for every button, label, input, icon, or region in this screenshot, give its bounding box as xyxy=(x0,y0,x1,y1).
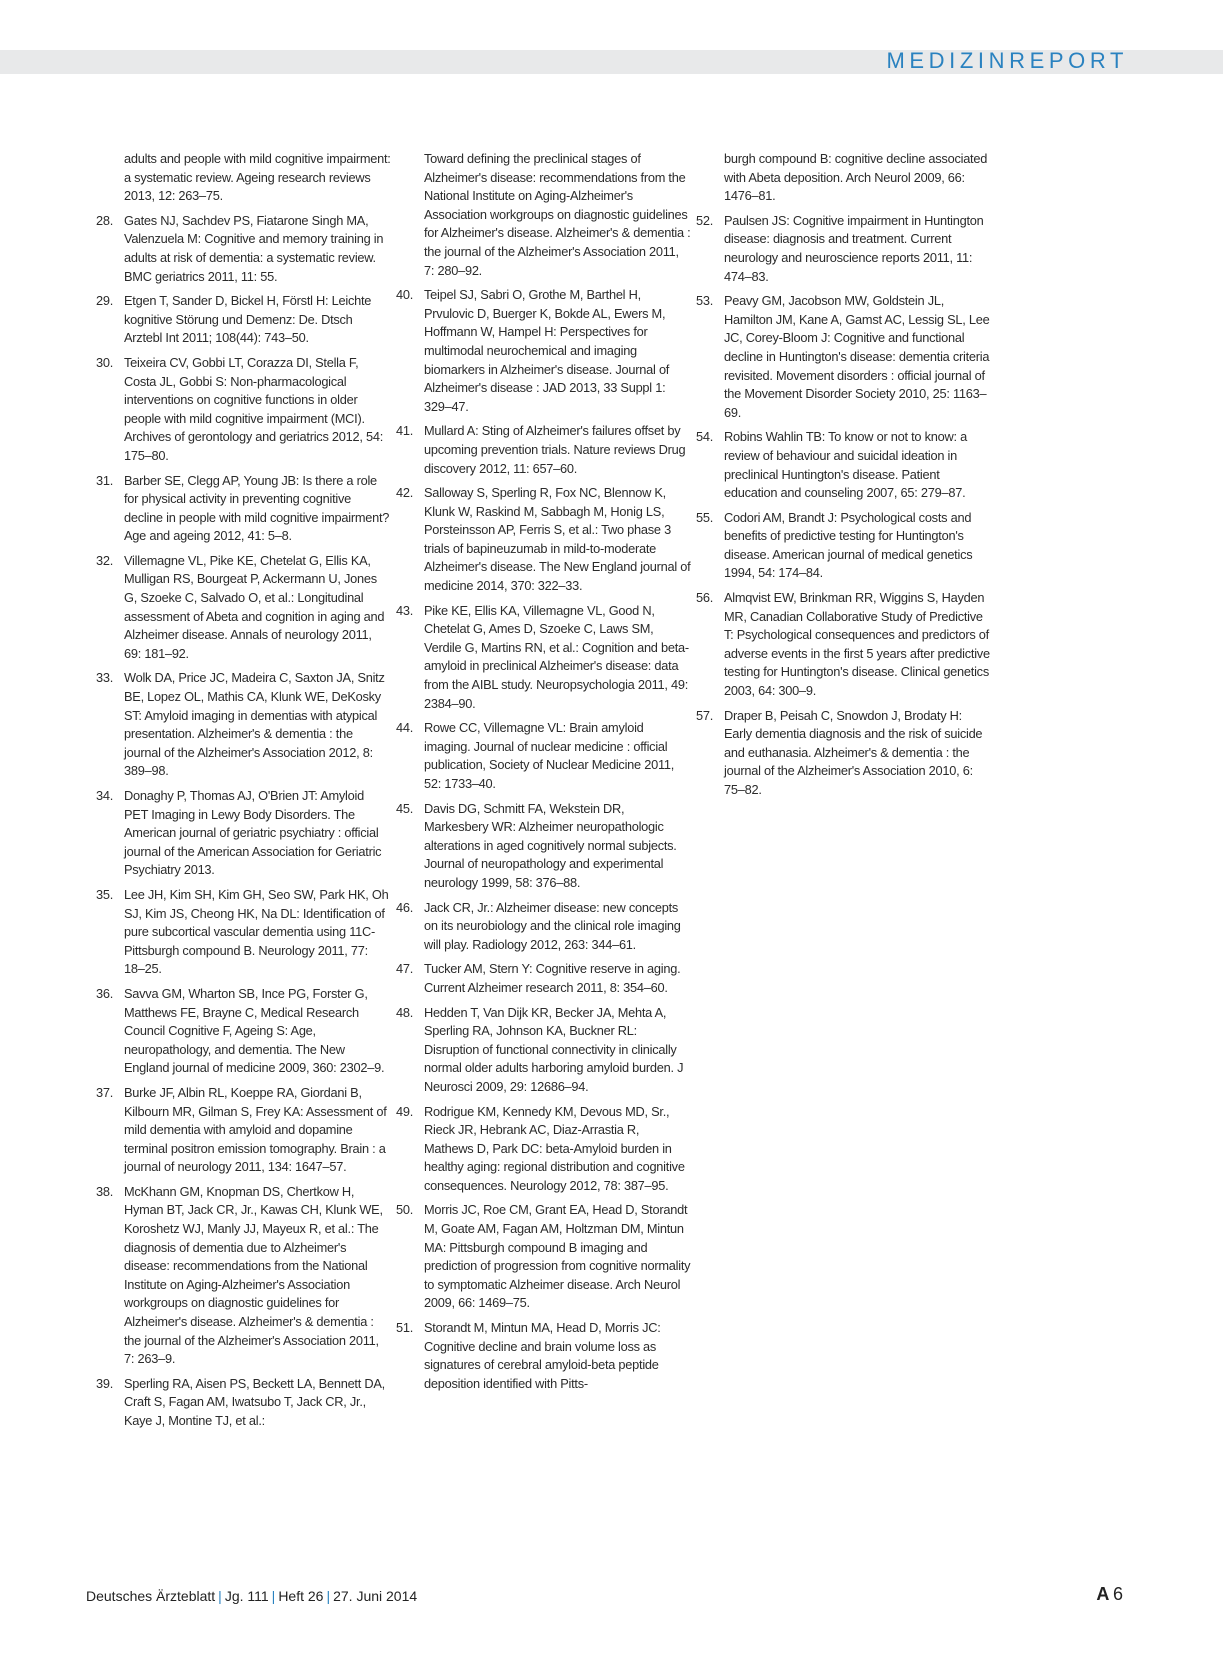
reference-text: Salloway S, Sperling R, Fox NC, Blennow K, Klunk W, Raskind M, Sabbagh M, Honig LS, Porsteinsson AP, Ferris S, et al.: Two phase 3 trials of bapineuzumab in mild-to-moderate Alzheimer's disease. The New England journal of medicine 2014, 370: 322–33. xyxy=(424,485,691,594)
reference-item xyxy=(396,602,691,714)
reference-number: 53. xyxy=(696,293,714,309)
reference-text: Codori AM, Brandt J: Psychological costs and benefits of predictive testing for Huntington's disease. American journal of medical genetics 1994, 54: 174–84. xyxy=(724,509,973,581)
reference-item xyxy=(96,1183,391,1369)
reference-text: Villemagne VL, Pike KE, Chetelat G, Ellis KA, Mulligan RS, Bourgeat P, Ackermann U, Jones G, Szoeke C, Salvado O, et al.: Longitudinal assessment of Abeta and cognition in aging and Alzheimer disease. Annals of neurology 2011, 69: 181–92. xyxy=(124,552,385,661)
reference-number: 34. xyxy=(96,788,114,803)
reference-item xyxy=(396,422,691,478)
page-prefix: A xyxy=(1096,1584,1110,1604)
reference-number: 40. xyxy=(396,287,414,303)
reference-number: 36. xyxy=(96,985,114,1001)
reference-number: 54. xyxy=(696,429,714,445)
reference-text: Davis DG, Schmitt FA, Wekstein DR, Markesbery WR: Alzheimer neuropathologic alterations in aged cognitively normal subjects. Journal of neuropathology and experimental neurology 1999, 58: 376–88. xyxy=(424,800,677,890)
reference-number: 31. xyxy=(96,472,114,488)
reference-item xyxy=(696,212,991,286)
reference-item xyxy=(396,719,691,793)
reference-item xyxy=(396,1201,691,1313)
reference-text: Wolk DA, Price JC, Madeira C, Saxton JA, Snitz BE, Lopez OL, Mathis CA, Klunk WE, DeKosky ST: Amyloid imaging in dementias with atypical presentation. Alzheimer's & dementia : the journal of the Alzheimer's Association 2012, 8: 389–98. xyxy=(124,670,385,779)
reference-item xyxy=(96,787,391,880)
reference-item xyxy=(96,1084,391,1177)
reference-item xyxy=(96,552,391,664)
reference-number: 41. xyxy=(396,423,414,439)
reference-item xyxy=(396,484,691,596)
footer-separator: | xyxy=(218,1588,222,1604)
reference-number: 29. xyxy=(96,293,114,309)
reference-number: 47. xyxy=(396,961,414,977)
footer-journal: Deutsches Ärzteblatt xyxy=(86,1588,216,1604)
reference-item xyxy=(396,286,691,416)
reference-item xyxy=(96,212,391,286)
reference-text: Etgen T, Sander D, Bickel H, Förstl H: Leichte kognitive Störung und Demenz: De. Dtsch Arztebl Int 2011; 108(44): 743–50. xyxy=(124,293,372,346)
reference-number: 42. xyxy=(396,485,414,501)
reference-number: 51. xyxy=(396,1320,414,1336)
reference-text: Gates NJ, Sachdev PS, Fiatarone Singh MA, Valenzuela M: Cognitive and memory training in adults at risk of dementia: a systematic review. BMC geriatrics 2011, 11: 55. xyxy=(124,212,384,284)
footer-separator: | xyxy=(271,1588,276,1604)
reference-number: 33. xyxy=(96,670,114,686)
reference-column-1 xyxy=(96,150,391,1437)
reference-item xyxy=(396,800,691,893)
reference-item xyxy=(96,886,391,979)
reference-text: Hedden T, Van Dijk KR, Becker JA, Mehta A, Sperling RA, Johnson KA, Buckner RL: Disruption of functional connectivity in clinically normal older adults harboring amyloid burden. J Neurosci 2009, 29: 12686–94. xyxy=(424,1004,684,1094)
reference-number: 35. xyxy=(96,886,114,902)
reference-text: Pike KE, Ellis KA, Villemagne VL, Good N, Chetelat G, Ames D, Szoeke C, Laws SM, Verdile G, Martins RN, et al.: Cognition and beta-amyloid in preclinical Alzheimer's disease: data from the AIBL study. Neuropsychologia 2011, 49: 2384–90. xyxy=(424,602,689,711)
reference-text: Almqvist EW, Brinkman RR, Wiggins S, Hayden MR, Canadian Collaborative Study of Predictive T: Psychological consequences and predictors of adverse events in the first 5 years after predictive testing for Huntington's disease. Clinical genetics 2003, 64: 300–9. xyxy=(724,590,990,699)
reference-column-3 xyxy=(696,150,991,806)
reference-number: 28. xyxy=(96,212,114,228)
reference-item xyxy=(96,1375,391,1431)
reference-number: 32. xyxy=(96,552,114,568)
reference-text: Storandt M, Mintun MA, Head D, Morris JC: Cognitive decline and brain volume loss as signatures of cerebral amyloid-beta peptide deposition identified with Pitts- xyxy=(424,1320,661,1391)
reference-text: Rodrigue KM, Kennedy KM, Devous MD, Sr., Rieck JR, Hebrank AC, Diaz-Arrastia R, Mathews D, Park DC: beta-Amyloid burden in healthy aging: regional distribution and cognitive consequences. Neurology 2012, 78: 387–95. xyxy=(424,1103,685,1193)
reference-text: Rowe CC, Villemagne VL: Brain amyloid imaging. Journal of nuclear medicine : official publication, Society of Nuclear Medicine 2011, 52: 1733–40. xyxy=(424,720,675,791)
reference-text: adults and people with mild cognitive impairment: a systematic review. Ageing research reviews 2013, 12: 263–75. xyxy=(124,151,391,204)
reference-item xyxy=(396,1004,691,1097)
reference-text: Paulsen JS: Cognitive impairment in Huntington disease: diagnosis and treatment. Current neurology and neuroscience reports 2011, 11: 474–83. xyxy=(724,212,984,284)
reference-number: 52. xyxy=(696,212,714,228)
reference-number: 39. xyxy=(96,1375,114,1391)
reference-item xyxy=(696,707,991,800)
reference-item xyxy=(396,960,691,997)
reference-text: Jack CR, Jr.: Alzheimer disease: new concepts on its neurobiology and the clinical role imaging will play. Radiology 2012, 263: 344–61. xyxy=(424,899,681,952)
reference-item xyxy=(96,472,391,546)
reference-text: McKhann GM, Knopman DS, Chertkow H, Hyman BT, Jack CR, Jr., Kawas CH, Klunk WE, Koroshetz WJ, Manly JJ, Mayeux R, et al.: The diagnosis of dementia due to Alzheimer's disease: recommendations from the National Institute on Aging-Alzheimer's Association workgroups on diagnostic guidelines for Alzheimer's disease. Alzheimer's & dementia : the journal of the Alzheimer's Association 2011, 7: 263–9. xyxy=(124,1183,383,1367)
reference-number: 50. xyxy=(396,1202,414,1218)
reference-item xyxy=(696,150,991,206)
reference-number: 46. xyxy=(396,899,414,915)
footer-separator: | xyxy=(326,1588,331,1604)
reference-number: 56. xyxy=(696,590,714,606)
reference-item xyxy=(96,669,391,781)
reference-text: Donaghy P, Thomas AJ, O'Brien JT: Amyloid PET Imaging in Lewy Body Disorders. The American journal of geriatric psychiatry : official journal of the American Association for Geriatric Psychiatry 2013. xyxy=(124,788,382,878)
reference-item xyxy=(396,899,691,955)
footer-date: 27. Juni 2014 xyxy=(333,1588,418,1604)
reference-item xyxy=(696,292,991,422)
reference-column-2 xyxy=(396,150,691,1399)
reference-item xyxy=(96,354,391,466)
reference-number: 43. xyxy=(396,602,414,618)
reference-text: Peavy GM, Jacobson MW, Goldstein JL, Hamilton JM, Kane A, Gamst AC, Lessig SL, Lee JC, Corey-Bloom J: Cognitive and functional decline in Huntington's disease: dementia criteria revisited. Movement disorders : official journal of the Movement Disorder Society 2010, 25: 1163–69. xyxy=(724,293,990,420)
reference-item xyxy=(96,150,391,206)
reference-number: 30. xyxy=(96,354,114,370)
reference-text: Mullard A: Sting of Alzheimer's failures offset by upcoming prevention trials. Nature reviews Drug discovery 2012, 11: 657–60. xyxy=(424,423,686,476)
reference-number: 55. xyxy=(696,509,714,525)
reference-text: Draper B, Peisah C, Snowdon J, Brodaty H: Early dementia diagnosis and the risk of suicide and euthanasia. Alzheimer's & dementia : the journal of the Alzheimer's Association 2010, 6: 75–82. xyxy=(724,707,983,797)
reference-item xyxy=(396,1319,691,1393)
page-number-value: 6 xyxy=(1112,1584,1123,1604)
page-number xyxy=(1096,1582,1123,1606)
reference-number: 44. xyxy=(396,720,414,736)
reference-text: burgh compound B: cognitive decline associated with Abeta deposition. Arch Neurol 2009, 66: 1476–81. xyxy=(724,151,988,204)
reference-item xyxy=(396,1103,691,1196)
section-title: MEDIZINREPORT xyxy=(886,48,1128,73)
reference-number: 49. xyxy=(396,1103,414,1119)
reference-text: Toward defining the preclinical stages of Alzheimer's disease: recommendations from the National Institute on Aging-Alzheimer's Association workgroups on diagnostic guidelines for Alzheimer's disease. Alzheimer's & dementia : the journal of the Alzheimer's Association 2011, 7: 280–92. xyxy=(424,151,691,278)
reference-text: Morris JC, Roe CM, Grant EA, Head D, Storandt M, Goate AM, Fagan AM, Holtzman DM, Mintun MA: Pittsburgh compound B imaging and prediction of progression from cognitive normality to symptomatic Alzheimer disease. Arch Neurol 2009, 66: 1469–75. xyxy=(424,1202,691,1311)
reference-text: Teipel SJ, Sabri O, Grothe M, Barthel H, Prvulovic D, Buerger K, Bokde AL, Ewers M, Hoffmann W, Hampel H: Perspectives for multimodal neurochemical and imaging biomarkers in Alzheimer's disease. Journal of Alzheimer's disease : JAD 2013, 33 Suppl 1: 329–47. xyxy=(424,287,670,414)
reference-item xyxy=(696,509,991,583)
reference-text: Lee JH, Kim SH, Kim GH, Seo SW, Park HK, Oh SJ, Kim JS, Cheong HK, Na DL: Identification of pure subcortical vascular dementia using 11C-Pittsburgh compound B. Neurology 2011, 77: 18–25. xyxy=(124,886,389,977)
reference-text: Sperling RA, Aisen PS, Beckett LA, Bennett DA, Craft S, Fagan AM, Iwatsubo T, Jack CR, Jr., Kaye J, Montine TJ, et al.: xyxy=(124,1375,385,1428)
reference-text: Teixeira CV, Gobbi LT, Corazza DI, Stella F, Costa JL, Gobbi S: Non-pharmacological interventions on cognitive functions in older people with mild cognitive impairment (MCI). Archives of gerontology and geriatrics 2012, 54: 175–80. xyxy=(124,354,384,463)
reference-item xyxy=(696,589,991,701)
reference-item xyxy=(96,985,391,1078)
reference-number: 45. xyxy=(396,800,414,816)
footer-volume: Jg. 111 xyxy=(224,1588,269,1604)
footer-issue: Heft 26 xyxy=(278,1588,324,1604)
reference-item xyxy=(696,428,991,502)
reference-number: 57. xyxy=(696,707,714,723)
reference-item xyxy=(96,292,391,348)
reference-number: 38. xyxy=(96,1183,114,1199)
reference-number: 37. xyxy=(96,1084,114,1100)
reference-number: 48. xyxy=(396,1004,414,1020)
reference-text: Barber SE, Clegg AP, Young JB: Is there a role for physical activity in preventing cognitive decline in people with mild cognitive impairment? Age and ageing 2012, 41: 5–8. xyxy=(124,472,390,544)
reference-text: Tucker AM, Stern Y: Cognitive reserve in aging. Current Alzheimer research 2011, 8: 354–60. xyxy=(424,961,681,995)
reference-text: Burke JF, Albin RL, Koeppe RA, Giordani B, Kilbourn MR, Gilman S, Frey KA: Assessment of mild dementia with amyloid and dopamine terminal positron emission tomography. Brain : a journal of neurology 2011, 134: 1647–57. xyxy=(124,1084,387,1175)
reference-item xyxy=(396,150,691,280)
footer xyxy=(86,1586,417,1606)
reference-text: Robins Wahlin TB: To know or not to know: a review of behaviour and suicidal ideation in preclinical Huntington's disease. Patient education and counseling 2007, 65: 279–87. xyxy=(724,429,967,501)
reference-text: Savva GM, Wharton SB, Ince PG, Forster G, Matthews FE, Brayne C, Medical Research Council Cognitive F, Ageing S: Age, neuropathology, and dementia. The New England journal of medicine 2009, 360: 2302–9. xyxy=(124,985,385,1076)
